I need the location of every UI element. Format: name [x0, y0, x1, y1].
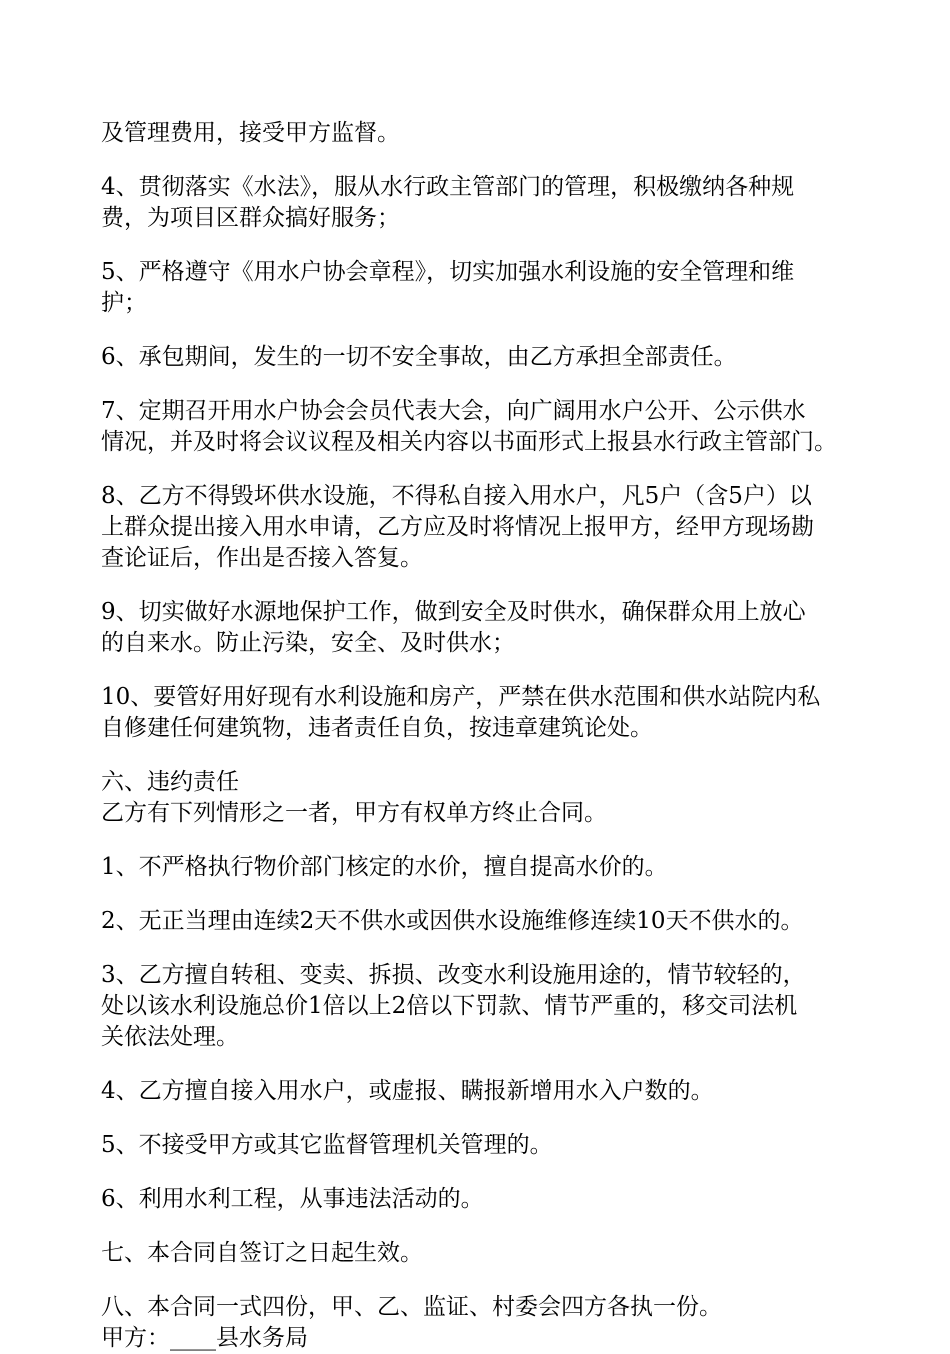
paragraph-clause-8-no-private-connection	[101, 481, 861, 574]
text-line: 上群众提出接入用水申请，乙方应及时将情况上报甲方，经甲方现场勘	[101, 514, 814, 540]
paragraph-clause-6-safety-liability	[101, 342, 861, 373]
paragraph-breach-3-sublease	[101, 960, 861, 1053]
paragraph-clause-5-association-charter	[101, 257, 861, 319]
text-line: 9、切实做好水源地保护工作，做到安全及时供水，确保群众用上放心	[101, 599, 806, 625]
paragraph-management-fees	[101, 118, 861, 149]
text-line: 10、要管好用好现有水利设施和房产，严禁在供水范围和供水站院内私	[101, 684, 821, 710]
text-line: 的自来水。防止污染，安全、及时供水；	[101, 630, 515, 656]
paragraph-clause-10-facilities-property	[101, 682, 861, 744]
section-heading: 七、本合同自签订之日起生效。	[101, 1240, 423, 1266]
text-line: 处以该水利设施总价1倍以上2倍以下罚款、情节严重的，移交司法机	[101, 993, 798, 1019]
paragraph-breach-5-supervision	[101, 1130, 861, 1161]
text-line: 费，为项目区群众搞好服务；	[101, 205, 400, 231]
section-heading: 八、本合同一式四份，甲、乙、监证、村委会四方各执一份。	[101, 1294, 722, 1320]
text-line: 5、不接受甲方或其它监督管理机关管理的。	[101, 1132, 553, 1158]
text-line: 护；	[101, 290, 147, 316]
section-8-copies-signature	[101, 1292, 861, 1354]
section-7-effective-date	[101, 1238, 861, 1269]
text-line: 5、严格遵守《用水户协会章程》，切实加强水利设施的安全管理和维	[101, 259, 795, 285]
paragraph-clause-4-water-law	[101, 172, 861, 234]
party-a-signature-line: 甲方：____县水务局	[101, 1325, 308, 1351]
text-line: 8、乙方不得毁坏供水设施，不得私自接入用水户，凡5户（含5户）以	[101, 483, 812, 509]
text-line: 及管理费用，接受甲方监督。	[101, 120, 400, 146]
section-heading: 六、违约责任	[101, 769, 239, 795]
paragraph-clause-7-member-meeting	[101, 396, 861, 458]
text-line: 4、贯彻落实《水法》，服从水行政主管部门的管理，积极缴纳各种规	[101, 174, 795, 200]
text-line: 查论证后，作出是否接入答复。	[101, 545, 423, 571]
text-line: 3、乙方擅自转租、变卖、拆损、改变水利设施用途的，情节较轻的，	[101, 962, 806, 988]
document-page	[101, 118, 861, 1354]
paragraph-clause-9-water-source-protection	[101, 597, 861, 659]
text-line: 2、无正当理由连续2天不供水或因供水设施维修连续10天不供水的。	[101, 908, 804, 934]
paragraph-breach-6-illegal-activity	[101, 1184, 861, 1215]
text-line: 1、不严格执行物价部门核定的水价，擅自提高水价的。	[101, 854, 668, 880]
text-line: 7、定期召开用水户协会会员代表大会，向广阔用水户公开、公示供水	[101, 398, 806, 424]
text-line: 自修建任何建筑物，违者责任自负，按违章建筑论处。	[101, 715, 653, 741]
text-line: 乙方有下列情形之一者，甲方有权单方终止合同。	[101, 800, 607, 826]
text-line: 情况，并及时将会议议程及相关内容以书面形式上报县水行政主管部门。	[101, 429, 837, 455]
paragraph-breach-4-false-report	[101, 1076, 861, 1107]
section-6-breach-liability	[101, 767, 861, 829]
paragraph-breach-1-price	[101, 852, 861, 883]
text-line: 4、乙方擅自接入用水户，或虚报、瞒报新增用水入户数的。	[101, 1078, 714, 1104]
paragraph-breach-2-supply-interruption	[101, 906, 861, 937]
text-line: 6、利用水利工程，从事违法活动的。	[101, 1186, 484, 1212]
text-line: 关依法处理。	[101, 1024, 239, 1050]
text-line: 6、承包期间，发生的一切不安全事故，由乙方承担全部责任。	[101, 344, 737, 370]
